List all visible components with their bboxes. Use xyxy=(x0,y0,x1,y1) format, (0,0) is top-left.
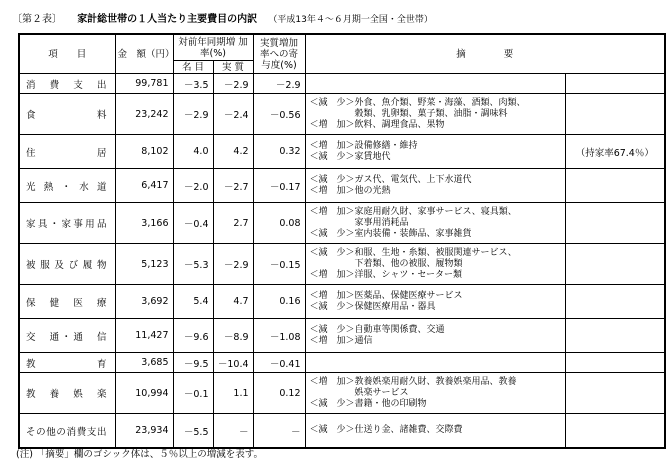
row-amount: 3,166 xyxy=(115,203,173,244)
header-summary: 摘 要 xyxy=(305,34,665,74)
header-yoy: 対前年同期増 加 率(%) xyxy=(173,34,253,61)
summary-line: 下着類、他の被服、履物類 xyxy=(309,258,463,269)
row-item: 交 通・通 信 xyxy=(19,319,115,353)
table-row xyxy=(19,94,665,135)
summary-line: ＜増 加＞設備修繕・維持 xyxy=(309,140,418,151)
row-item: 教 養 娯 楽 xyxy=(19,373,115,414)
row-summary xyxy=(305,94,565,135)
summary-line: ＜減 少＞ガス代、電気代、上下水道代 xyxy=(309,174,472,185)
row-contribution: 0.32 xyxy=(253,135,305,169)
row-real: － xyxy=(213,414,253,449)
row-real: 2.7 xyxy=(213,203,253,244)
row-summary xyxy=(305,414,565,449)
row-amount: 23,934 xyxy=(115,414,173,449)
row-summary xyxy=(305,74,565,94)
row-nominal: －3.5 xyxy=(173,74,213,94)
row-amount: 8,102 xyxy=(115,135,173,169)
row-real: －10.4 xyxy=(213,353,253,373)
row-amount: 99,781 xyxy=(115,74,173,94)
row-summary xyxy=(305,373,565,414)
summary-line: ＜減 少＞室内装備・装飾品、家事雑貨 xyxy=(309,228,472,239)
table-subtitle: （平成13年４～６月期一全国・全世帯） xyxy=(268,15,433,25)
row-contribution: 0.08 xyxy=(253,203,305,244)
summary-line: 穀類、乳卵類、菓子類、油脂・調味料 xyxy=(309,108,508,119)
summary-line: ＜増 加＞洋服、シャツ・セーター類 xyxy=(309,269,462,280)
row-contribution: －2.9 xyxy=(253,74,305,94)
summary-line: 娯楽サービス xyxy=(309,387,409,398)
row-summary xyxy=(305,353,565,373)
table-row xyxy=(19,319,665,353)
row-item: 消 費 支 出 xyxy=(19,74,115,94)
summary-line: ＜減 少＞和服、生地・糸類、被服関連サービス、 xyxy=(309,247,517,258)
row-summary xyxy=(305,285,565,319)
row-item: 家具・家事用品 xyxy=(19,203,115,244)
row-contribution: 0.16 xyxy=(253,285,305,319)
table-title xyxy=(12,10,662,25)
summary-line: ＜増 加＞教養娯楽用耐久財、教養娯楽用品、教養 xyxy=(309,376,517,387)
row-contribution: －0.41 xyxy=(253,353,305,373)
row-extra xyxy=(565,373,665,414)
row-contribution: 0.12 xyxy=(253,373,305,414)
table-row xyxy=(19,373,665,414)
table-row xyxy=(19,74,665,94)
row-real: 4.2 xyxy=(213,135,253,169)
footnote: (注) 「摘要」欄のゴシック体は、５％以上の増減を表す。 xyxy=(16,449,263,460)
row-amount: 3,685 xyxy=(115,353,173,373)
row-amount: 11,427 xyxy=(115,319,173,353)
table-row xyxy=(19,285,665,319)
table-row xyxy=(19,244,665,285)
row-extra xyxy=(565,169,665,203)
row-item: 被服及び履物 xyxy=(19,244,115,285)
row-summary xyxy=(305,169,565,203)
row-extra: （持家率67.4％） xyxy=(565,135,665,169)
summary-line: ＜減 少＞家賃地代 xyxy=(309,151,391,162)
row-extra xyxy=(565,74,665,94)
summary-line: ＜増 加＞通信 xyxy=(309,335,373,346)
row-contribution: －0.15 xyxy=(253,244,305,285)
table-row xyxy=(19,169,665,203)
table-row xyxy=(19,135,665,169)
table-row xyxy=(19,203,665,244)
row-summary xyxy=(305,319,565,353)
summary-line: ＜減 少＞保健医療用品・器具 xyxy=(309,301,436,312)
row-item: その他の消費支出 xyxy=(19,414,115,449)
row-summary xyxy=(305,244,565,285)
summary-line: ＜増 加＞医薬品、保健医療サービス xyxy=(309,290,463,301)
row-nominal: －9.5 xyxy=(173,353,213,373)
expenditure-table xyxy=(18,33,666,449)
row-contribution: －0.17 xyxy=(253,169,305,203)
header-real: 実 質 xyxy=(213,61,253,74)
row-nominal: 4.0 xyxy=(173,135,213,169)
row-real: 4.7 xyxy=(213,285,253,319)
row-amount: 3,692 xyxy=(115,285,173,319)
row-nominal: －2.9 xyxy=(173,94,213,135)
summary-line: ＜増 加＞他の光熱 xyxy=(309,185,391,196)
row-extra xyxy=(565,94,665,135)
row-summary xyxy=(305,135,565,169)
row-real: －2.9 xyxy=(213,244,253,285)
row-extra xyxy=(565,285,665,319)
summary-line: ＜増 加＞飲料、調理食品、果物 xyxy=(309,119,445,130)
summary-line: ＜減 少＞自動車等関係費、交通 xyxy=(309,324,445,335)
summary-line: 家事用消耗品 xyxy=(309,217,409,228)
row-real: －2.4 xyxy=(213,94,253,135)
summary-line: ＜減 少＞外食、魚介類、野菜・海藻、酒類、肉類、 xyxy=(309,97,526,108)
row-real: 1.1 xyxy=(213,373,253,414)
row-real: －2.7 xyxy=(213,169,253,203)
row-extra xyxy=(565,244,665,285)
header-item: 項 目 xyxy=(19,34,115,74)
row-nominal: －5.5 xyxy=(173,414,213,449)
header-nominal: 名 目 xyxy=(173,61,213,74)
summary-line: ＜減 少＞仕送り金、諸雑費、交際費 xyxy=(309,425,463,435)
row-contribution: －1.08 xyxy=(253,319,305,353)
row-item: 光熱・水道 xyxy=(19,169,115,203)
row-extra xyxy=(565,353,665,373)
row-item: 保 健 医 療 xyxy=(19,285,115,319)
table-number: 〔第２表〕 xyxy=(12,14,62,25)
row-amount: 10,994 xyxy=(115,373,173,414)
summary-line: ＜減 少＞書籍・他の印刷物 xyxy=(309,398,427,409)
row-summary xyxy=(305,203,565,244)
row-amount: 6,417 xyxy=(115,169,173,203)
row-extra xyxy=(565,203,665,244)
summary-line: ＜増 加＞家庭用耐久財、家事サービス、寝具類、 xyxy=(309,206,517,217)
header-contribution: 実質増加率への寄与度(%) xyxy=(253,34,305,74)
table-row xyxy=(19,353,665,373)
row-real: －2.9 xyxy=(213,74,253,94)
table-row xyxy=(19,414,665,449)
row-item: 教 育 xyxy=(19,353,115,373)
header-amount: 金 額（円） xyxy=(115,34,173,74)
table-main-title: 家計総世帯の１人当たり主要費目の内訳 xyxy=(77,14,258,25)
row-nominal: －2.0 xyxy=(173,169,213,203)
row-amount: 5,123 xyxy=(115,244,173,285)
row-item: 食 料 xyxy=(19,94,115,135)
row-amount: 23,242 xyxy=(115,94,173,135)
row-nominal: 5.4 xyxy=(173,285,213,319)
row-extra xyxy=(565,414,665,449)
row-nominal: －0.1 xyxy=(173,373,213,414)
row-nominal: －9.6 xyxy=(173,319,213,353)
row-item: 住 居 xyxy=(19,135,115,169)
row-contribution: － xyxy=(253,414,305,449)
row-nominal: －0.4 xyxy=(173,203,213,244)
row-nominal: －5.3 xyxy=(173,244,213,285)
row-real: －8.9 xyxy=(213,319,253,353)
row-extra xyxy=(565,319,665,353)
row-contribution: －0.56 xyxy=(253,94,305,135)
